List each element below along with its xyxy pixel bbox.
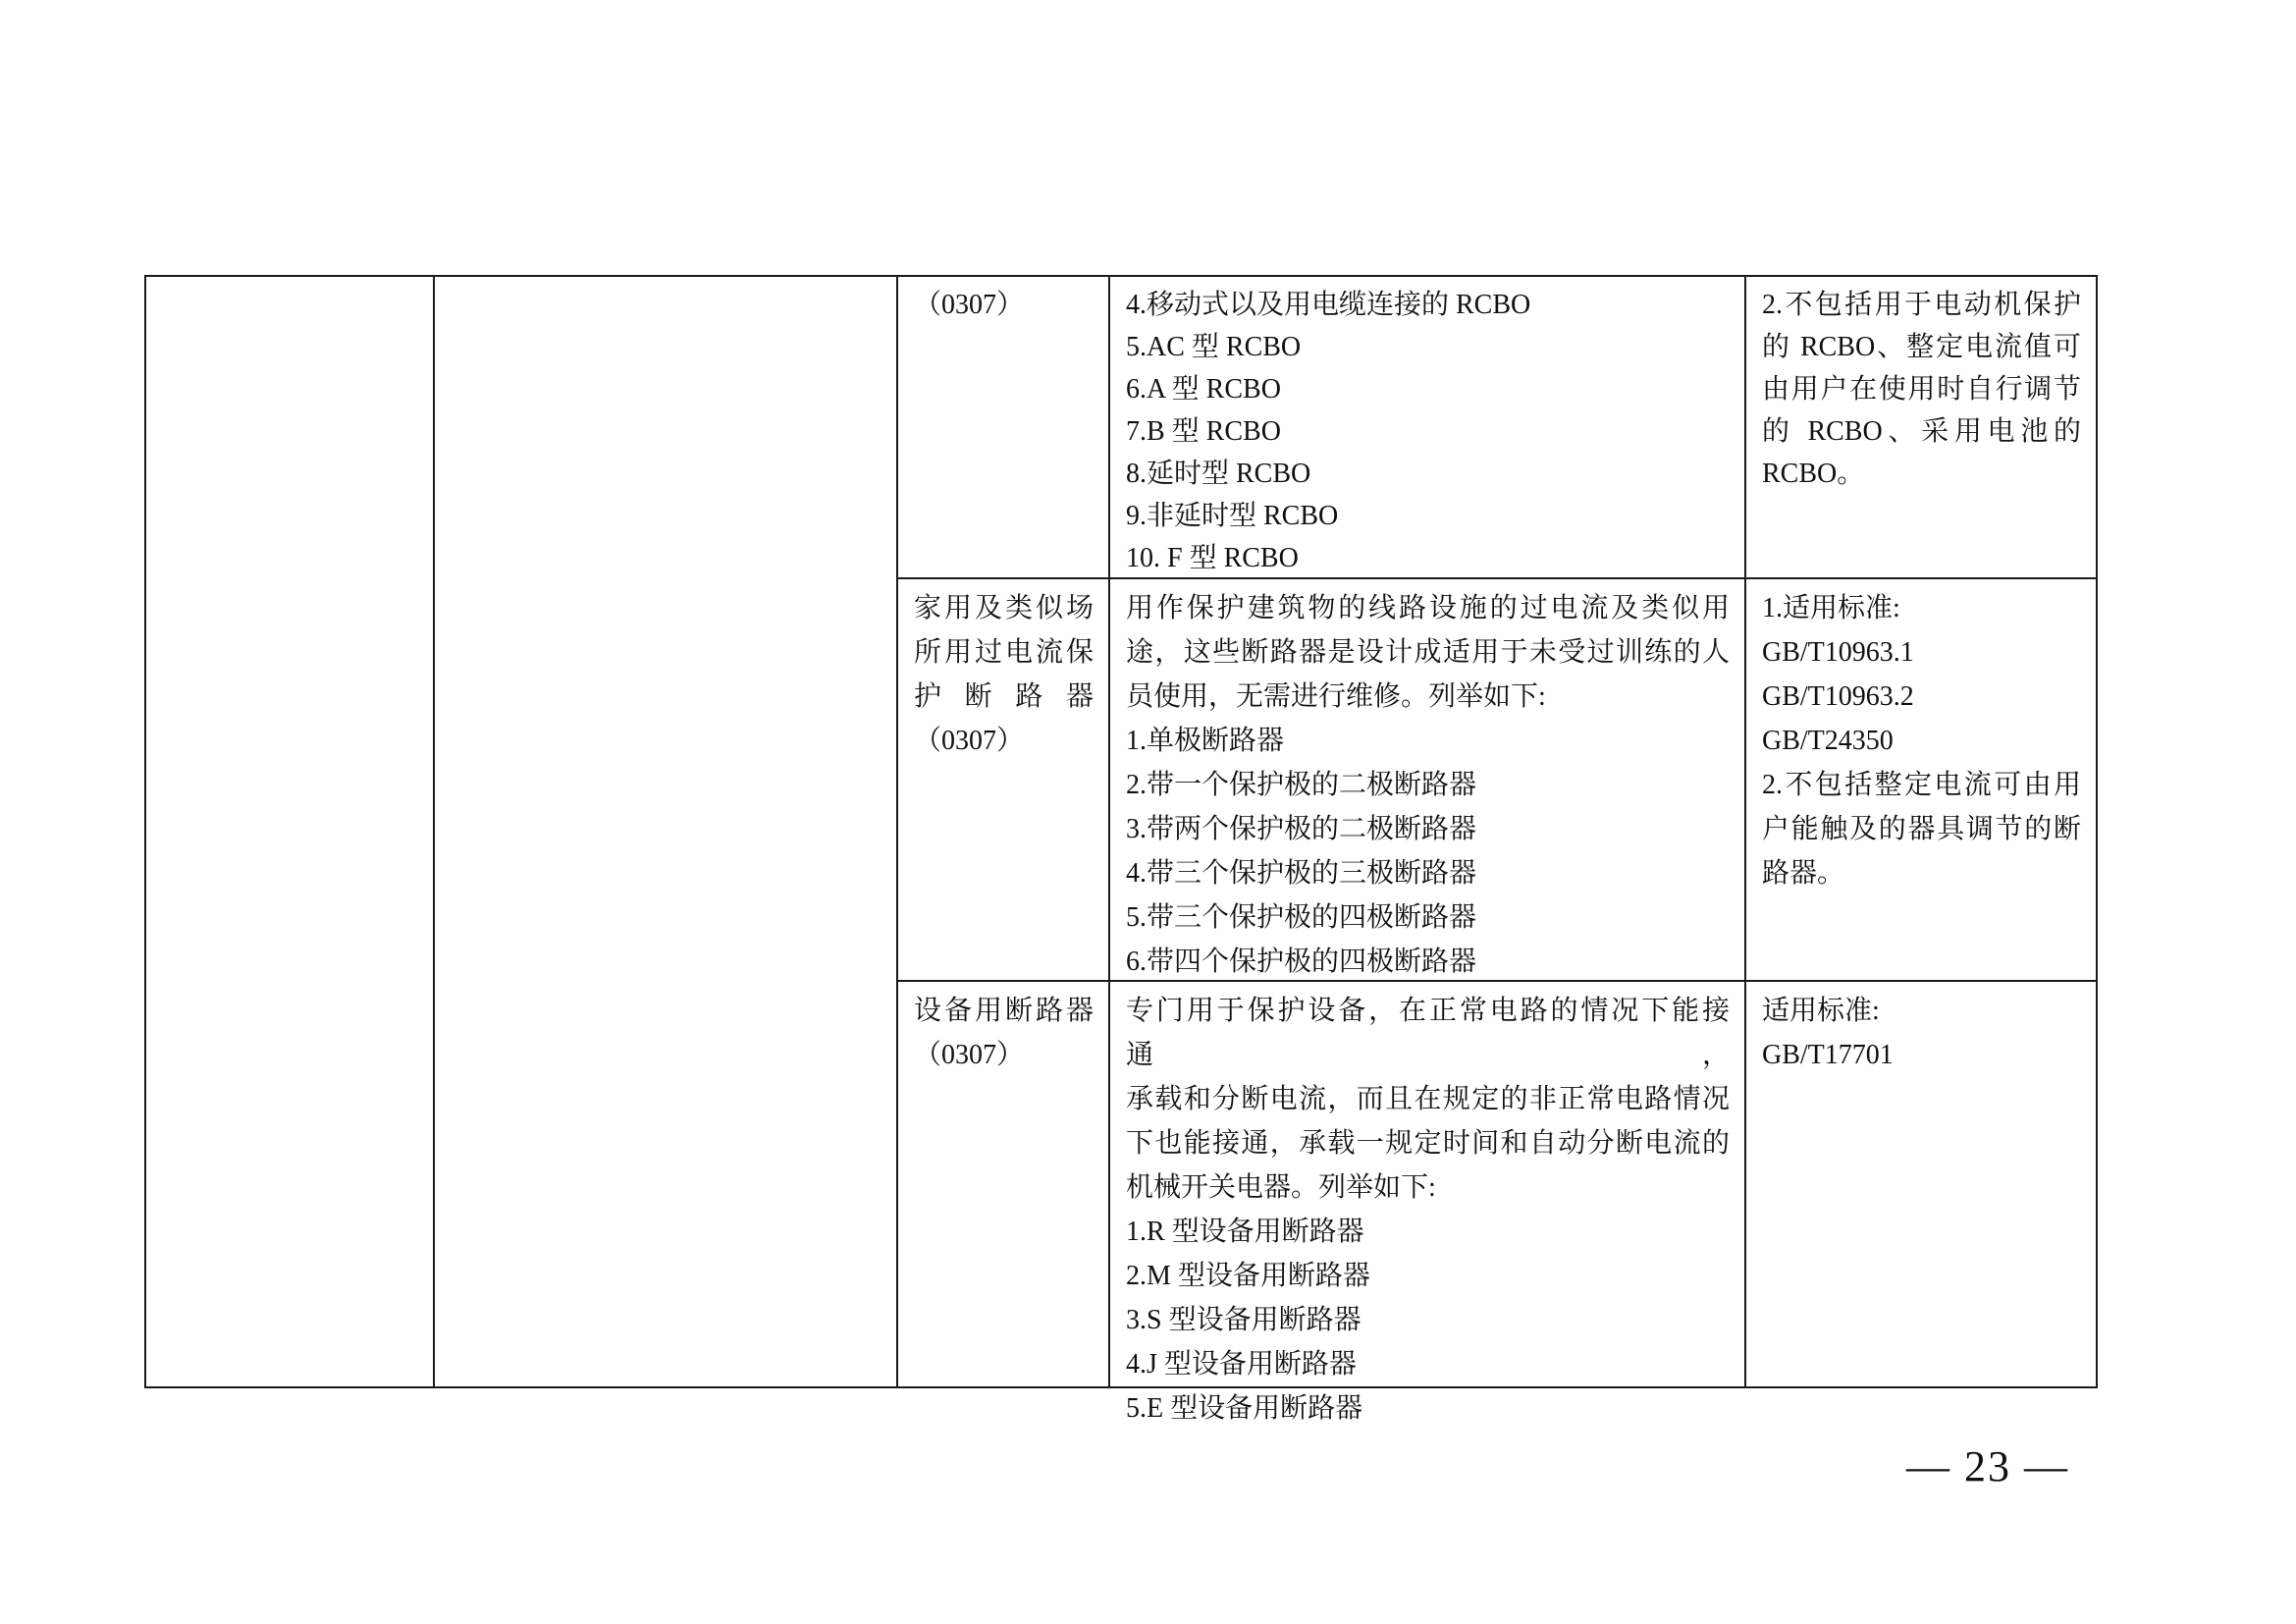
text-line: 所用过电流保 xyxy=(914,637,1094,668)
text-line: 10. F 型 RCBO xyxy=(1126,543,1299,573)
text-line: 途，这些断路器是设计成适用于未受过训练的人 xyxy=(1126,637,1730,668)
text-line: 承载和分断电流，而且在规定的非正常电路情况 xyxy=(1126,1084,1730,1114)
text-line: 的 RCBO、整定电流值可 xyxy=(1762,332,2081,362)
text-line: 3.S 型设备用断路器 xyxy=(1126,1305,1362,1335)
text-line: 1.单极断路器 xyxy=(1126,726,1285,756)
table-cell-notes xyxy=(1746,277,2096,579)
text-line: 2.不包括整定电流可由用 xyxy=(1762,770,2081,800)
text-line: 9.非延时型 RCBO xyxy=(1126,501,1339,531)
text-line: （0307） xyxy=(914,726,1025,756)
text-line: 6.A 型 RCBO xyxy=(1126,374,1281,405)
text-line: RCBO。 xyxy=(1762,459,1865,489)
text-line: 设备用断路器 xyxy=(914,996,1094,1026)
empty-cell-category-column xyxy=(146,277,435,1386)
table-cell-description xyxy=(1110,277,1746,579)
empty-cell-subcategory-column xyxy=(435,277,898,1386)
text-line: GB/T24350 xyxy=(1762,726,1894,756)
text-line: 8.延时型 RCBO xyxy=(1126,459,1311,489)
text-line: 4.J 型设备用断路器 xyxy=(1126,1349,1357,1380)
table-cell-description xyxy=(1110,982,1746,1424)
text-line: 2.带一个保护极的二极断路器 xyxy=(1126,770,1477,800)
text-line: 3.带两个保护极的二极断路器 xyxy=(1126,814,1477,844)
text-line: GB/T10963.2 xyxy=(1762,681,1914,712)
text-line: 护断路器 xyxy=(914,681,1094,712)
text-line: 2.M 型设备用断路器 xyxy=(1126,1261,1370,1291)
text-line: 6.带四个保护极的四极断路器 xyxy=(1126,947,1477,977)
text-line: 7.B 型 RCBO xyxy=(1126,416,1281,447)
page-number: — 23 — xyxy=(1906,1442,2069,1490)
table-cell-notes xyxy=(1746,982,2096,1386)
text-line: 2.不包括用于电动机保护 xyxy=(1762,290,2081,320)
text-line: （0307） xyxy=(914,1040,1025,1070)
table-cell-notes xyxy=(1746,579,2096,982)
text-line: 1.R 型设备用断路器 xyxy=(1126,1217,1364,1247)
text-line: 4.移动式以及用电缆连接的 RCBO xyxy=(1126,290,1531,320)
product-catalog-table xyxy=(144,275,2098,1424)
text-line: 专门用于保护设备，在正常电路的情况下能接通， xyxy=(1126,996,1730,1070)
text-line: 由用户在使用时自行调节 xyxy=(1762,374,2081,405)
text-line: 1.适用标准: xyxy=(1762,593,1900,623)
text-line: 用作保护建筑物的线路设施的过电流及类似用 xyxy=(1126,593,1730,623)
text-line: GB/T17701 xyxy=(1762,1040,1894,1070)
text-line: GB/T10963.1 xyxy=(1762,637,1914,668)
text-line: 户能触及的器具调节的断 xyxy=(1762,814,2081,844)
table-cell-product-name xyxy=(898,277,1110,579)
text-line: 5.带三个保护极的四极断路器 xyxy=(1126,902,1477,933)
text-line: 家用及类似场 xyxy=(914,593,1094,623)
text-line: （0307） xyxy=(914,290,1025,320)
text-line: 员使用，无需进行维修。列举如下: xyxy=(1126,681,1546,712)
table-cell-product-name xyxy=(898,579,1110,982)
text-line: 的 RCBO、采用电池的 xyxy=(1762,416,2081,447)
text-line: 机械开关电器。列举如下: xyxy=(1126,1172,1436,1203)
text-line: 5.AC 型 RCBO xyxy=(1126,332,1302,362)
text-line: 4.带三个保护极的三极断路器 xyxy=(1126,858,1477,889)
text-line: 5.E 型设备用断路器 xyxy=(1126,1393,1363,1424)
text-line: 路器。 xyxy=(1762,858,1845,889)
table-cell-description xyxy=(1110,579,1746,982)
text-line: 适用标准: xyxy=(1762,996,1880,1026)
table-cell-product-name xyxy=(898,982,1110,1386)
text-line: 下也能接通，承载一规定时间和自动分断电流的 xyxy=(1126,1128,1730,1159)
